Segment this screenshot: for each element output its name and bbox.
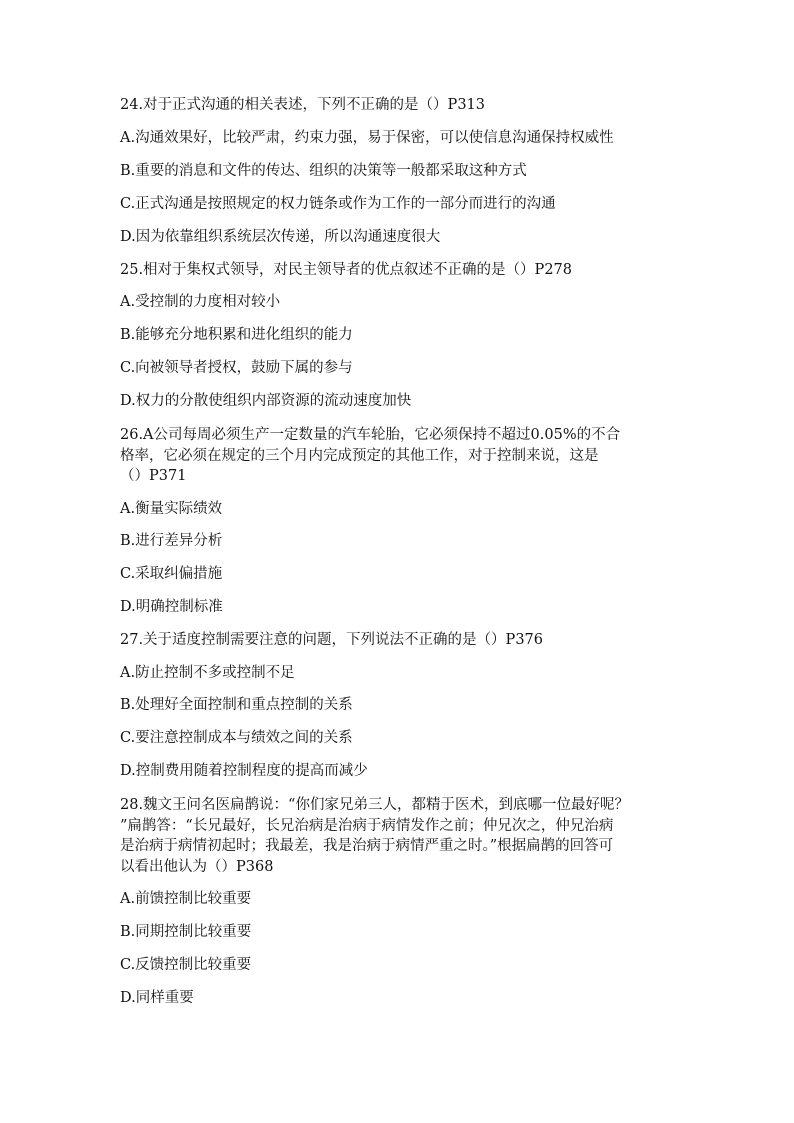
question-28-stem-line-1: 28.魏文王问名医扁鹊说：“你们家兄弟三人，都精于医术，到底哪一位最好呢？	[120, 797, 629, 813]
question-27-option-a: A.防止控制不多或控制不足	[120, 665, 295, 681]
question-28-option-b: B.同期控制比较重要	[120, 924, 252, 940]
question-28-stem-line-2: ”扁鹊答：“长兄最好，长兄治病是治病于病情发作之前；仲兄次之，仲兄治病	[120, 818, 614, 834]
question-28-option-d: D.同样重要	[120, 990, 194, 1006]
question-28-option-c: C.反馈控制比较重要	[120, 957, 252, 973]
question-26-stem-line-2: 格率，它必须在规定的三个月内完成预定的其他工作，对于控制来说，这是	[120, 448, 599, 464]
question-24-option-a: A.沟通效果好，比较严肃，约束力强，易于保密，可以使信息沟通保持权威性	[120, 130, 614, 146]
question-25-stem: 25.相对于集权式领导，对民主领导者的优点叙述不正确的是（）P278	[120, 262, 572, 278]
question-25-option-d: D.权力的分散使组织内部资源的流动速度加快	[120, 393, 412, 409]
question-27-option-b: B.处理好全面控制和重点控制的关系	[120, 697, 353, 713]
question-26-option-c: C.采取纠偏措施	[120, 566, 223, 582]
question-26-stem-line-3: （）P371	[120, 468, 187, 484]
question-25-option-a: A.受控制的力度相对较小	[120, 294, 281, 310]
question-24-stem: 24.对于正式沟通的相关表述，下列不正确的是（）P313	[120, 97, 485, 113]
question-25-option-b: B.能够充分地积累和进化组织的能力	[120, 327, 353, 343]
question-24-option-c: C.正式沟通是按照规定的权力链条或作为工作的一部分而进行的沟通	[120, 196, 556, 212]
question-26-option-d: D.明确控制标准	[120, 599, 223, 615]
question-28-stem-line-4: 以看出他认为（）P368	[120, 859, 274, 875]
question-28-stem-line-3: 是治病于病情初起时；我最差，我是治病于病情严重之时。”根据扁鹊的回答可	[120, 838, 614, 854]
question-26-stem-line-1: 26.A公司每周必须生产一定数量的汽车轮胎，它必须保持不超过0.05%的不合	[120, 427, 621, 443]
question-27-stem: 27.关于适度控制需要注意的问题，下列说法不正确的是（）P376	[120, 632, 543, 648]
question-27-option-c: C.要注意控制成本与绩效之间的关系	[120, 730, 353, 746]
question-25-option-c: C.向被领导者授权，鼓励下属的参与	[120, 360, 353, 376]
question-26-option-b: B.进行差异分析	[120, 533, 223, 549]
question-27-option-d: D.控制费用随着控制程度的提高而减少	[120, 763, 368, 779]
question-26-option-a: A.衡量实际绩效	[120, 501, 223, 517]
question-28-option-a: A.前馈控制比较重要	[120, 891, 252, 907]
question-24-option-b: B.重要的消息和文件的传达、组织的决策等一般都采取这种方式	[120, 163, 527, 179]
question-24-option-d: D.因为依靠组织系统层次传递，所以沟通速度很大	[120, 229, 441, 245]
